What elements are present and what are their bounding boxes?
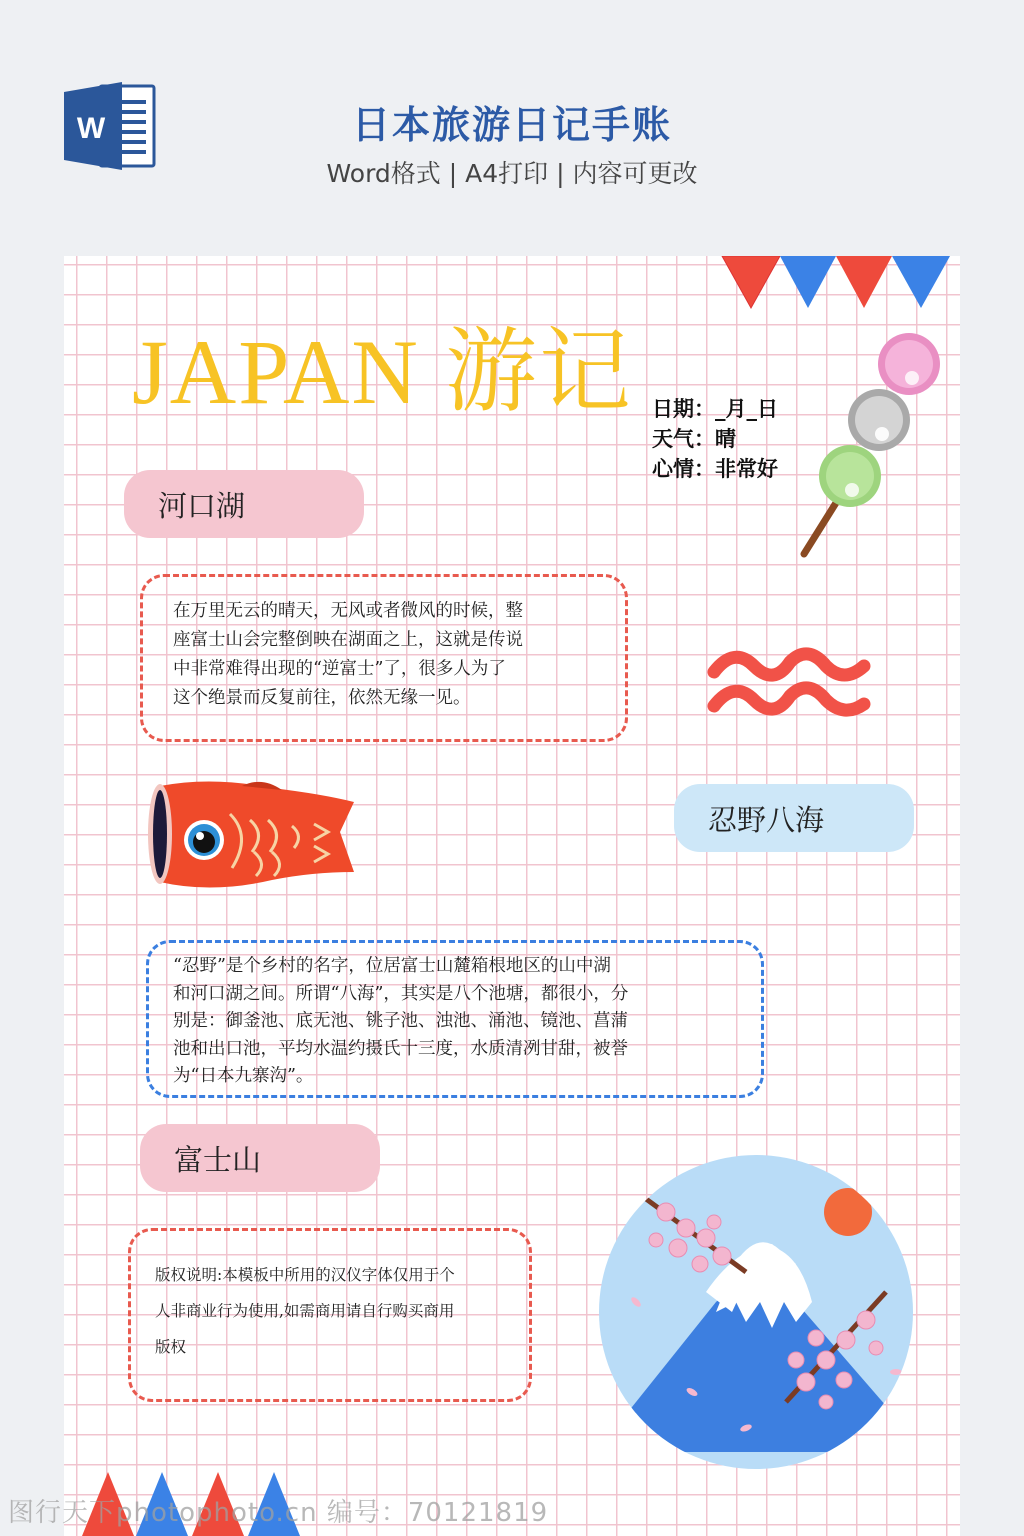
text-line: 座富士山会完整倒映在湖面之上，这就是传说	[173, 630, 523, 650]
date-field: 日期：_月_日	[652, 397, 778, 421]
watermark-text: 图行天下photophoto.cn 编号：70121819	[8, 1498, 549, 1528]
wave-icon	[704, 644, 874, 724]
page-header	[0, 0, 1024, 240]
text-line: 和河口湖之间。所谓“八海”，其实是八个池塘，都很小，分	[173, 983, 629, 1004]
text-line: 为“日本九寨沟”。	[173, 1066, 314, 1086]
text-line: 别是：御釜池、底无池、铫子池、浊池、涌池、镜池、菖蒲	[173, 1011, 628, 1031]
weather-field: 天气：晴	[652, 427, 736, 451]
text-line: 人非商业行为使用,如需商用请自行购买商用	[155, 1302, 455, 1320]
page-title: 日本旅游日记手账	[351, 103, 672, 147]
text-line: 在万里无云的晴天，无风或者微风的时候，整	[173, 601, 523, 621]
text-line: 池和出口池，平均水温约摄氏十三度，水质清冽甘甜，被誉	[173, 1038, 628, 1059]
bunting-flags	[720, 256, 960, 312]
trip-info	[652, 394, 778, 484]
section-title-mount-fuji: 富士山	[140, 1124, 380, 1192]
oshino-text	[173, 953, 628, 1091]
text-line: “忍野”是个乡村的名字，位居富士山麓箱根地区的山中湖	[173, 956, 611, 976]
kawaguchiko-text-box	[140, 574, 628, 742]
text-line: 中非常难得出现的“逆富士”了，很多人为了	[173, 659, 506, 679]
copyright-text	[155, 1257, 455, 1365]
text-line: 版权	[155, 1338, 187, 1356]
oshino-text-box	[146, 940, 764, 1098]
mood-field: 心情：非常好	[652, 457, 778, 481]
section-title-kawaguchiko: 河口湖	[124, 470, 364, 538]
word-icon-letter: W	[76, 112, 106, 145]
fuji-sakura-illustration	[596, 1152, 916, 1472]
dango-icon	[794, 328, 954, 560]
main-title: JAPAN 游记	[132, 321, 633, 423]
text-line: 版权说明:本模板中所用的汉仪字体仅用于个	[155, 1266, 455, 1284]
kawaguchiko-text	[173, 597, 523, 713]
copyright-text-box	[128, 1228, 532, 1402]
koinobori-icon	[142, 776, 356, 894]
journal-page	[64, 256, 960, 1536]
section-title-oshino-hakkai: 忍野八海	[674, 784, 914, 852]
page-subtitle: Word格式 | A4打印 | 内容可更改	[326, 159, 698, 188]
text-line: 这个绝景而反复前往，依然无缘一见。	[173, 688, 471, 708]
